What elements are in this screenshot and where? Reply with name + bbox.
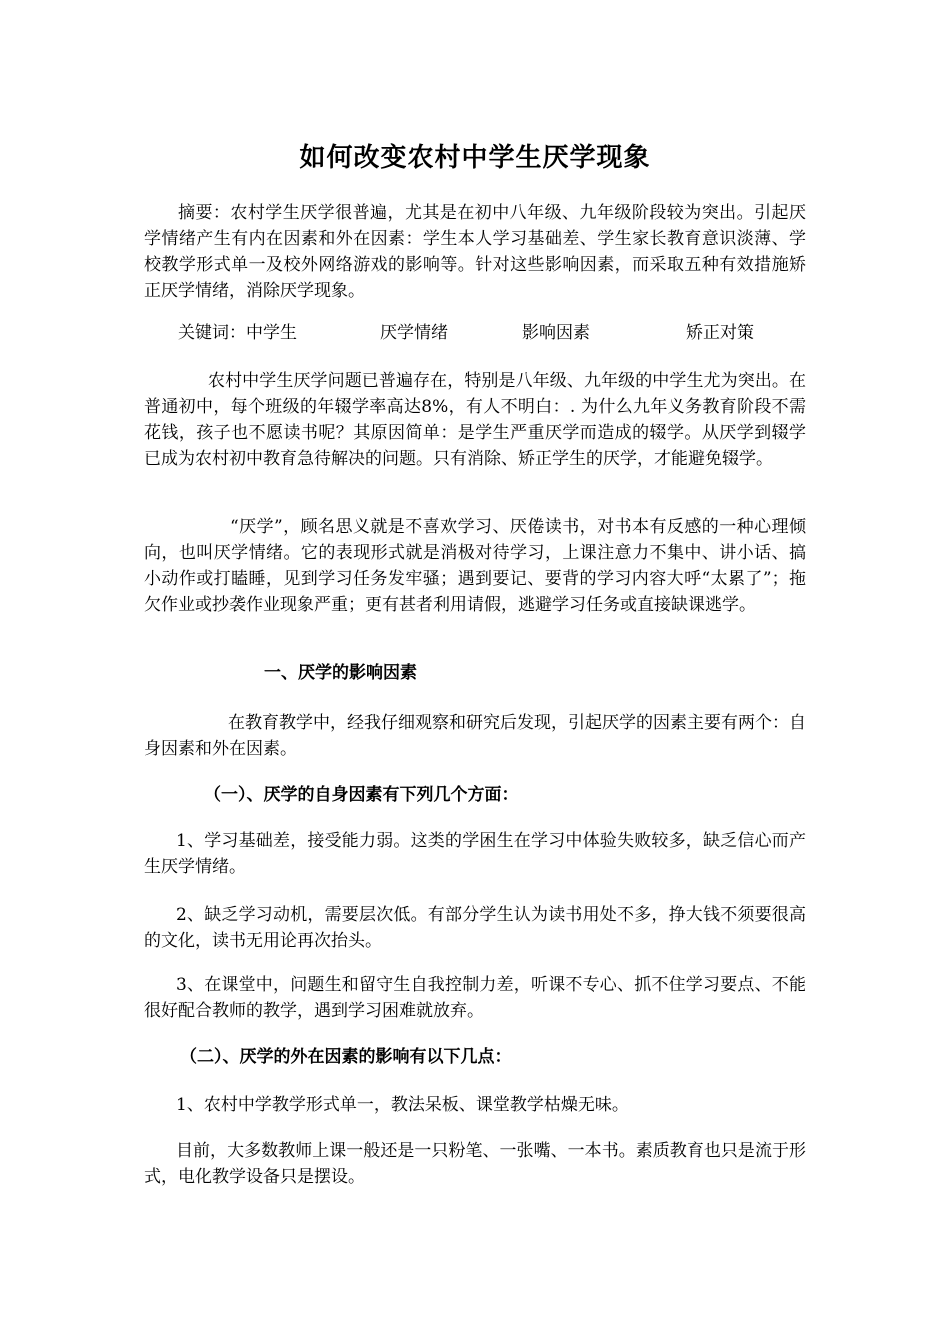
list-item: 3、在课堂中，问题生和留守生自我控制力差，听课不专心、抓不住学习要点、不能很好配合教师的教学，遇到学习困难就放弃。 xyxy=(144,975,806,1021)
document-title: 如何改变农村中学生厌学现象 xyxy=(299,143,651,173)
abstract-paragraph: 摘要：农村学生厌学很普遍，尤其是在初中八年级、九年级阶段较为突出。引起厌学情绪产生有内在因素和外在因素：学生本人学习基础差、学生家长教育意识淡薄、学校教学形式单一及校外网络游戏的影响等。针对这些影响因素，而采取五种有效措施矫正厌学情绪，消除厌学现象。 xyxy=(144,203,806,301)
body-paragraph: 在教育教学中，经我仔细观察和研究后发现，引起厌学的因素主要有两个：自身因素和外在因素。 xyxy=(144,713,806,759)
body-paragraph: 农村中学生厌学问题已普遍存在，特别是八年级、九年级的中学生尤为突出。在普通初中，每个班级的年辍学率高达8%，有人不明白：. 为什么九年义务教育阶段不需花钱，孩子也不愿读书呢？其原因简单：是学生严重厌学而造成的辍学。从厌学到辍学已成为农村初中教育急待解决的问题。只有消除、矫正学生的厌学，才能避免辍学。 xyxy=(144,371,806,469)
keyword-item: 厌学情绪 xyxy=(380,323,448,343)
body-paragraph: 目前，大多数教师上课一般还是一只粉笔、一张嘴、一本书。素质教育也只是流于形式，电化教学设备只是摆设。 xyxy=(144,1141,806,1187)
keyword-item: 影响因素 xyxy=(522,323,590,343)
subsection-heading: （二）、厌学的外在因素的影响有以下几点： xyxy=(180,1047,512,1067)
keywords-label: 关键词：中学生 xyxy=(178,323,297,343)
list-item: 2、缺乏学习动机，需要层次低。有部分学生认为读书用处不多，挣大钱不须要很高的文化，读书无用论再次抬头。 xyxy=(144,905,806,951)
list-item: 1、学习基础差，接受能力弱。这类的学困生在学习中体验失败较多，缺乏信心而产生厌学情绪。 xyxy=(144,831,806,877)
subsection-heading: （一）、厌学的自身因素有下列几个方面： xyxy=(204,785,519,805)
keywords-line xyxy=(0,320,950,346)
keyword-item: 矫正对策 xyxy=(686,323,754,343)
body-paragraph: “厌学”，顾名思义就是不喜欢学习、厌倦读书，对书本有反感的一种心理倾向，也叫厌学情绪。它的表现形式就是消极对待学习，上课注意力不集中、讲小话、搞小动作或打瞌睡，见到学习任务发牢骚；遇到要记、要背的学习内容大呼“太累了”；拖欠作业或抄袭作业现象严重；更有甚者利用请假，逃避学习任务或直接缺课逃学。 xyxy=(144,517,806,615)
section-heading: 一、厌学的影响因素 xyxy=(264,663,417,683)
list-item: 1、农村中学教学形式单一，教法呆板、课堂教学枯燥无味。 xyxy=(176,1095,629,1115)
